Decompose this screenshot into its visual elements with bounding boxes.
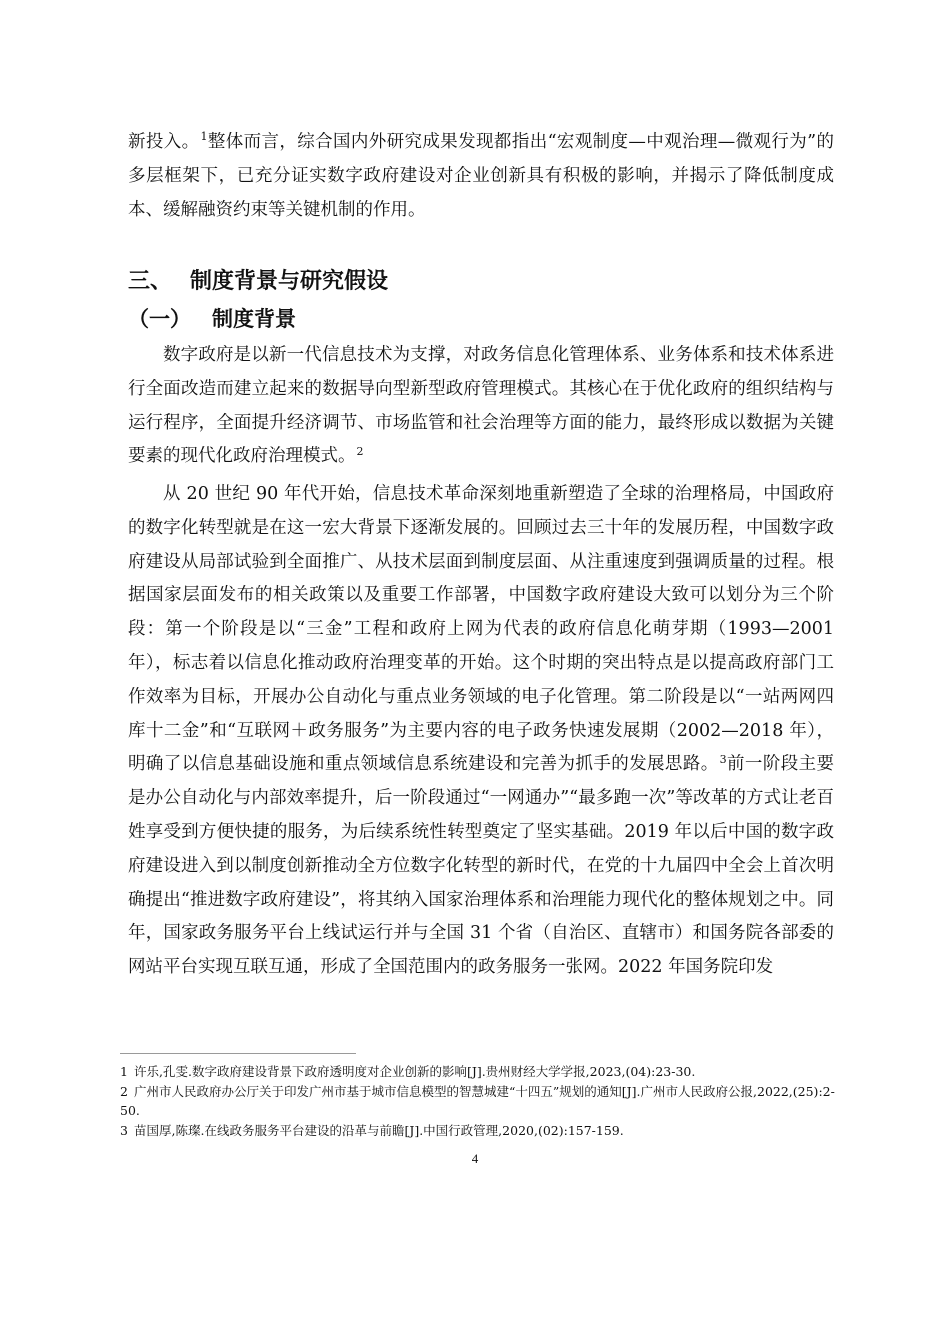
footnote-number: 3 (120, 1122, 128, 1138)
footnote-list (120, 1062, 835, 1140)
footnote-ref-1[interactable]: 1 (200, 130, 208, 144)
section-number: 三、 (128, 269, 173, 294)
section-title: 制度背景与研究假设 (190, 269, 389, 294)
paragraph-2-text-part2: 前一阶段主要是办公自动化与内部效率提升，后一阶段通过“一网通办”“最多跑一次”等改革的方式让老百姓享受到方便快捷的服务，为后续系统性转型奠定了坚实基础。2019 年以后中国的数字政府建设进入到以制度创新推动全方位数字化转型的新时代，在党的十九届四中全会上首次明确提出“推进数字政府建设”，将其纳入国家治理体系和治理能力现代化的整体规划之中。同年，国家政务服务平台上线试运行并与全国 31 个省（自治区、直辖市）和国务院各部委的网站平台实现互联互通，形成了全国范围内的政务服务一张网。2022 年国务院印发 (128, 754, 835, 978)
footnote-item (120, 1121, 835, 1141)
footnote-number: 1 (120, 1064, 128, 1079)
footnote-text: 苗国厚,陈璨.在线政务服务平台建设的沿革与前瞻[J].中国行政管理,2020,(02):157-159. (134, 1122, 624, 1138)
footnote-number: 2 (120, 1083, 128, 1099)
intro-text-part1: 新投入。 (128, 132, 200, 152)
paragraph-digital-government-definition (128, 339, 834, 474)
footnote-item (120, 1082, 835, 1121)
intro-text-part2: 整体而言，综合国内外研究成果发现都指出“宏观制度—中观治理—微观行为”的多层框架下，已充分证实数字政府建设对企业创新具有积极的影响，并揭示了降低制度成本、缓解融资约束等关键机制的作用。 (128, 132, 835, 220)
paragraph-2-text-part1: 从 20 世纪 90 年代开始，信息技术革命深刻地重新塑造了全球的治理格局，中国政府的数字化转型就是在这一宏大背景下逐渐发展的。回顾过去三十年的发展历程，中国数字政府建设从局部试验到全面推广、从技术层面到制度层面、从注重速度到强调质量的过程。根据国家层面发布的相关政策以及重要工作部署，中国数字政府建设大致可以划分为三个阶段：第一个阶段是以“三金”工程和政府上网为代表的政府信息化萌芽期（1993—2001 年），标志着以信息化推动政府治理变革的开始。这个时期的突出特点是以提高政府部门工作效率为目标，开展办公自动化与重点业务领域的电子化管理。第二阶段是以“一站两网四库十二金”和“互联网＋政务服务”为主要内容的电子政务快速发展期（2002—2018 年），明确了以信息基础设施和重点领域信息系统建设和完善为抓手的发展思路。 (128, 484, 834, 775)
footnote-separator (120, 1053, 356, 1054)
footnote-ref-3[interactable]: 3 (719, 752, 727, 766)
page-number: 4 (471, 1151, 479, 1166)
subsection-number: （一） (128, 307, 191, 331)
paragraph-development-history (128, 478, 834, 985)
subsection-heading (128, 300, 296, 338)
footnote-item (120, 1062, 835, 1082)
intro-paragraph (128, 126, 834, 227)
subsection-title: 制度背景 (212, 307, 296, 331)
section-heading (128, 262, 388, 302)
paragraph-1-text: 数字政府是以新一代信息技术为支撑，对政务信息化管理体系、业务体系和技术体系进行全面改造而建立起来的数据导向型新型政府管理模式。其核心在于优化政府的组织结构与运行程序，全面提升经济调节、市场监管和社会治理等方面的能力，最终形成以数据为关键要素的现代化政府治理模式。 (128, 345, 834, 467)
footnote-ref-2[interactable]: 2 (356, 444, 364, 458)
footnote-text: 许乐,孔雯.数字政府建设背景下政府透明度对企业创新的影响[J].贵州财经大学学报,2023,(04):23-30. (134, 1064, 696, 1079)
footnote-text: 广州市人民政府办公厅关于印发广州市基于城市信息模型的智慧城建“十四五”规划的通知[J].广州市人民政府公报,2022,(25):2-50. (120, 1083, 835, 1118)
